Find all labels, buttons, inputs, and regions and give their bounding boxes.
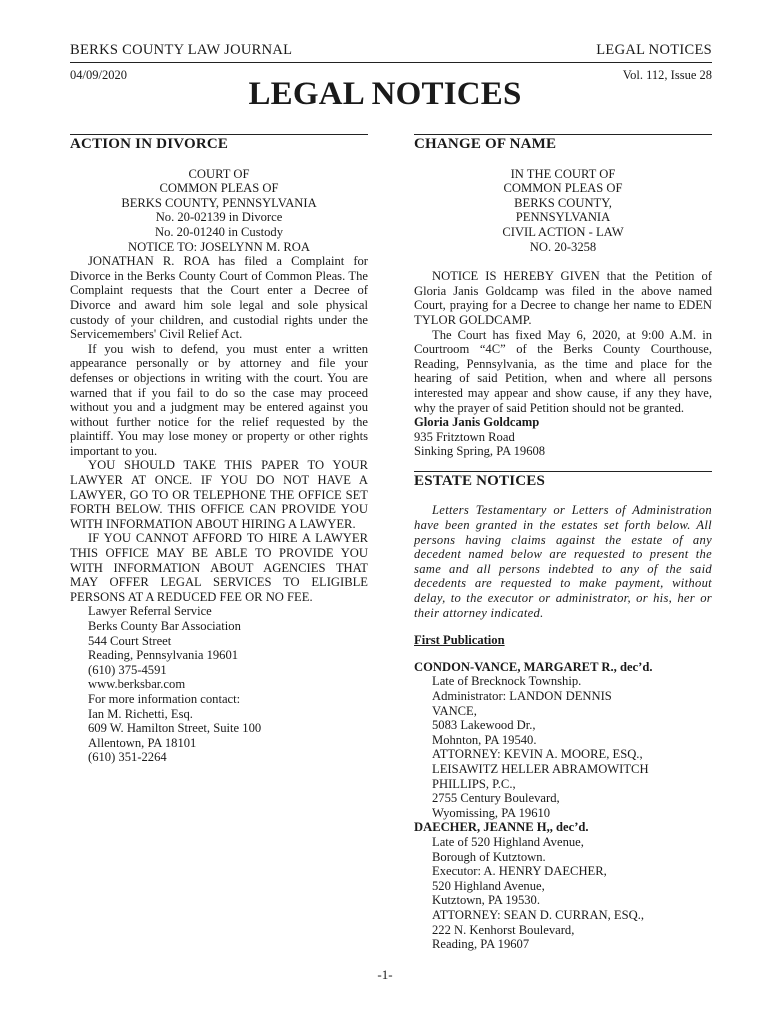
estate-entry [414, 820, 712, 951]
estate-line: Late of 520 Highland Avenue, [432, 834, 584, 849]
estate-line: LEISAWITZ HELLER ABRAMOWITCH [432, 761, 649, 776]
estate-intro: Letters Testamentary or Letters of Administration have been granted in the estates set forth below. All persons having claims against the estate of any decedent named below are requested to present the same and all persons indebted to any of the said decedents are requested to make payment, without delay, to the executor or administrator, or his, her or their attorney indicated. [414, 503, 712, 620]
volume-issue: Vol. 112, Issue 28 [622, 68, 712, 82]
court-line: BERKS COUNTY, PENNSYLVANIA [121, 195, 317, 210]
estate-line: Mohnton, PA 19540. [432, 732, 537, 747]
estate-line: ATTORNEY: SEAN D. CURRAN, ESQ., [432, 907, 645, 922]
estate-line: Borough of Kutztown. [432, 849, 546, 864]
divorce-paragraph: JONATHAN R. ROA has filed a Complaint for Divorce in the Berks County Court of Common Pleas. The Complaint requests that the Court enter a Decree of Divorce and award him sole legal and sole physical custody of your children, and custodial rights under the Servicemembers' Civil Relief Act. [70, 254, 368, 342]
left-column [70, 134, 368, 765]
divorce-paragraph: YOU SHOULD TAKE THIS PAPER TO YOUR LAWYER AT ONCE. IF YOU DO NOT HAVE A LAWYER, GO TO OR TELEPHONE THE OFFICE SET FORTH BELOW. THIS OFFICE CAN PROVIDE YOU WITH INFORMATION ABOUT HIRING A LAWYER. [70, 458, 368, 531]
divorce-paragraph: If you wish to defend, you must enter a written appearance personally or by attorney and file your defenses or objections in writing with the court. You are warned that if you fail to do so the case may proceed without you and a judgment may be entered against you without further notice for the relief requested by the plaintiff. You may lose money or property or other rights important to you. [70, 341, 368, 458]
estate-line: 2755 Century Boulevard, [432, 791, 560, 806]
decedent-name: DAECHER, JEANNE H,, dec’d. [414, 820, 589, 835]
estate-details [414, 674, 712, 820]
court-line: COMMON PLEAS OF [503, 181, 623, 196]
change-of-name-heading: CHANGE OF NAME [414, 134, 712, 152]
section-name: LEGAL NOTICES [596, 42, 712, 58]
estate-line: Wyomissing, PA 19610 [432, 805, 551, 820]
divorce-paragraph: IF YOU CANNOT AFFORD TO HIRE A LAWYER THIS OFFICE MAY BE ABLE TO PROVIDE YOU WITH INFORMATION ABOUT AGENCIES THAT MAY OFFER LEGAL SERVICES TO ELIGIBLE PERSONS AT A REDUCED FEE OR NO FEE. [70, 531, 368, 604]
issue-date: 04/09/2020 [70, 68, 127, 82]
court-line: No. 20-01240 in Custody [154, 224, 284, 239]
court-line: NOTICE TO: JOSELYNN M. ROA [128, 239, 310, 254]
contact-line: Reading, Pennsylvania 19601 [88, 648, 239, 663]
name-change-paragraph: The Court has fixed May 6, 2020, at 9:00 A.M. in Courtroom “4C” of the Berks County Courthouse, Reading, Pennsylvania, as the time and place for the hearing of said Petition, when and where all persons interested may appear and show cause, if any they have, why the prayer of said Petition should not be granted. [414, 327, 712, 415]
estate-line: Kutztown, PA 19530. [432, 893, 540, 908]
estate-line: PHILLIPS, P.C., [432, 776, 516, 791]
estate-details [414, 835, 712, 952]
divorce-heading: ACTION IN DIVORCE [70, 134, 368, 152]
contact-line: Lawyer Referral Service [88, 604, 212, 619]
court-line: COURT OF [188, 166, 250, 181]
estate-line: 520 Highland Avenue, [432, 878, 545, 893]
estate-line: Administrator: LANDON DENNIS [432, 689, 612, 703]
contact-line: 544 Court Street [88, 633, 172, 648]
estate-line: 5083 Lakewood Dr., [432, 718, 536, 733]
decedent-name: CONDON-VANCE, MARGARET R., dec’d. [414, 659, 653, 674]
contact-line: Berks County Bar Association [88, 619, 241, 633]
court-line: No. 20-02139 in Divorce [155, 210, 283, 225]
contact-line: 609 W. Hamilton Street, Suite 100 [88, 721, 262, 736]
estate-line: VANCE, [432, 703, 477, 718]
name-change-court-block [414, 167, 712, 255]
divorce-court-block [70, 167, 368, 255]
estate-line: ATTORNEY: KEVIN A. MOORE, ESQ., [432, 747, 643, 762]
estate-notices-heading: ESTATE NOTICES [414, 471, 712, 489]
name-change-paragraph: NOTICE IS HEREBY GIVEN that the Petition of Gloria Janis Goldcamp was filed in the above named Court, praying for a Decree to change her name to EDEN TYLOR GOLDCAMP. [414, 269, 712, 327]
petitioner-address-line: Sinking Spring, PA 19608 [414, 444, 546, 459]
page-number: -1- [377, 967, 393, 982]
contact-line: Allentown, PA 18101 [88, 735, 197, 750]
court-line: COMMON PLEAS OF [159, 181, 279, 196]
contact-line: www.berksbar.com [88, 677, 186, 692]
header-rule [70, 62, 712, 63]
contact-line: (610) 375-4591 [88, 662, 167, 677]
estate-line: Late of Brecknock Township. [432, 674, 582, 689]
petitioner-name: Gloria Janis Goldcamp [414, 415, 540, 430]
estate-line: 222 N. Kenhorst Boulevard, [432, 922, 575, 937]
estate-line: Executor: A. HENRY DAECHER, [432, 864, 607, 879]
contact-block [70, 604, 368, 765]
court-line: BERKS COUNTY, [514, 195, 612, 210]
estate-entry [414, 660, 712, 821]
court-line: CIVIL ACTION - LAW [502, 224, 624, 239]
contact-line: For more information contact: [88, 691, 241, 706]
petitioner-address-line: 935 Fritztown Road [414, 429, 515, 444]
court-line: PENNSYLVANIA [515, 210, 611, 225]
court-line: IN THE COURT OF [510, 166, 616, 181]
publication-heading: First Publication [414, 633, 505, 648]
contact-line: Ian M. Richetti, Esq. [88, 706, 193, 721]
contact-line: (610) 351-2264 [88, 750, 167, 765]
journal-name: BERKS COUNTY LAW JOURNAL [70, 42, 293, 58]
estate-line: Reading, PA 19607 [432, 937, 530, 952]
right-column [414, 134, 712, 952]
court-line: NO. 20-3258 [529, 239, 597, 254]
page-title: LEGAL NOTICES [248, 76, 522, 112]
